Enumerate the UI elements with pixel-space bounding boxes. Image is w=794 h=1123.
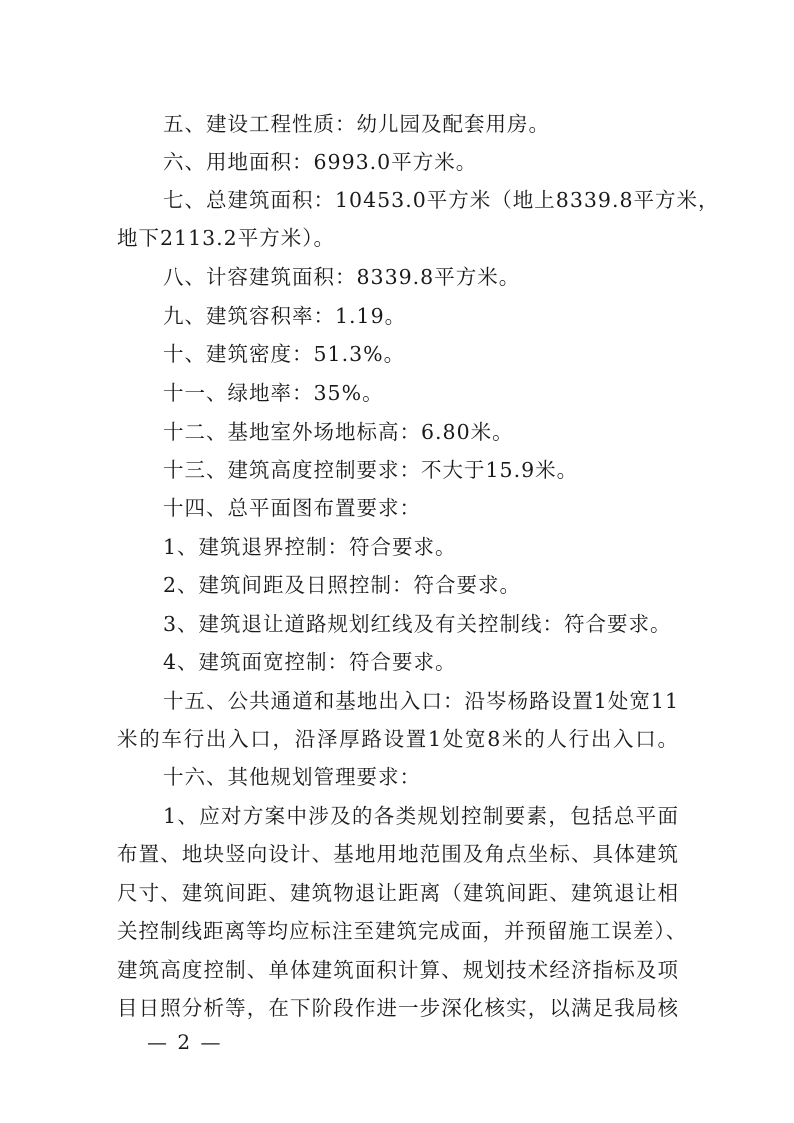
item-12-site-elevation: 十二、基地室外场地标高：6.80米。 (163, 420, 514, 444)
page-number: — 2 — (147, 1030, 223, 1054)
item-14-sub-4: 4、建筑面宽控制：符合要求。 (163, 650, 457, 674)
item-16-sub-1-line-1: 1、应对方案中涉及的各类规划控制要素，包括总平面 (163, 804, 679, 828)
item-14-sub-1: 1、建筑退界控制：符合要求。 (163, 535, 457, 559)
item-15-access-points: 十五、公共通道和基地出入口：沿岑杨路设置1处宽11 (163, 689, 679, 713)
item-16-sub-1-line-4: 关控制线距离等均应标注至建筑完成面，并预留施工误差）、 (117, 919, 688, 943)
item-6-land-area: 六、用地面积：6993.0平方米。 (163, 150, 478, 174)
item-14-sub-2: 2、建筑间距及日照控制：符合要求。 (163, 573, 522, 597)
item-13-height-control: 十三、建筑高度控制要求：不大于15.9米。 (163, 458, 579, 482)
item-5-construction-nature: 五、建设工程性质：幼儿园及配套用房。 (163, 112, 550, 136)
item-14-sub-3: 3、建筑退让道路规划红线及有关控制线：符合要求。 (163, 612, 672, 636)
item-15-access-points-cont: 米的车行出入口，沿泽厚路设置1处宽8米的人行出入口。 (117, 727, 679, 751)
item-14-site-plan-requirements: 十四、总平面图布置要求： (163, 496, 421, 520)
item-10-building-density: 十、建筑密度：51.3%。 (163, 342, 406, 366)
item-11-green-ratio: 十一、绿地率：35%。 (163, 381, 384, 405)
item-16-other-requirements: 十六、其他规划管理要求： (163, 765, 421, 789)
item-16-sub-1-line-6: 目日照分析等，在下阶段作进一步深化核实，以满足我局核 (117, 996, 679, 1020)
item-7-total-floor-area-cont: 地下2113.2平方米）。 (117, 226, 335, 250)
item-7-total-floor-area: 七、总建筑面积：10453.0平方米（地上8339.8平方米， (163, 188, 720, 212)
item-9-plot-ratio: 九、建筑容积率：1.19。 (163, 304, 407, 328)
item-16-sub-1-line-2: 布置、地块竖向设计、基地用地范围及角点坐标、具体建筑 (117, 842, 679, 866)
item-16-sub-1-line-5: 建筑高度控制、单体建筑面积计算、规划技术经济指标及项 (117, 958, 679, 982)
item-8-far-floor-area: 八、计容建筑面积：8339.8平方米。 (163, 265, 521, 289)
item-16-sub-1-line-3: 尺寸、建筑间距、建筑物退让距离（建筑间距、建筑退让相 (117, 881, 679, 905)
